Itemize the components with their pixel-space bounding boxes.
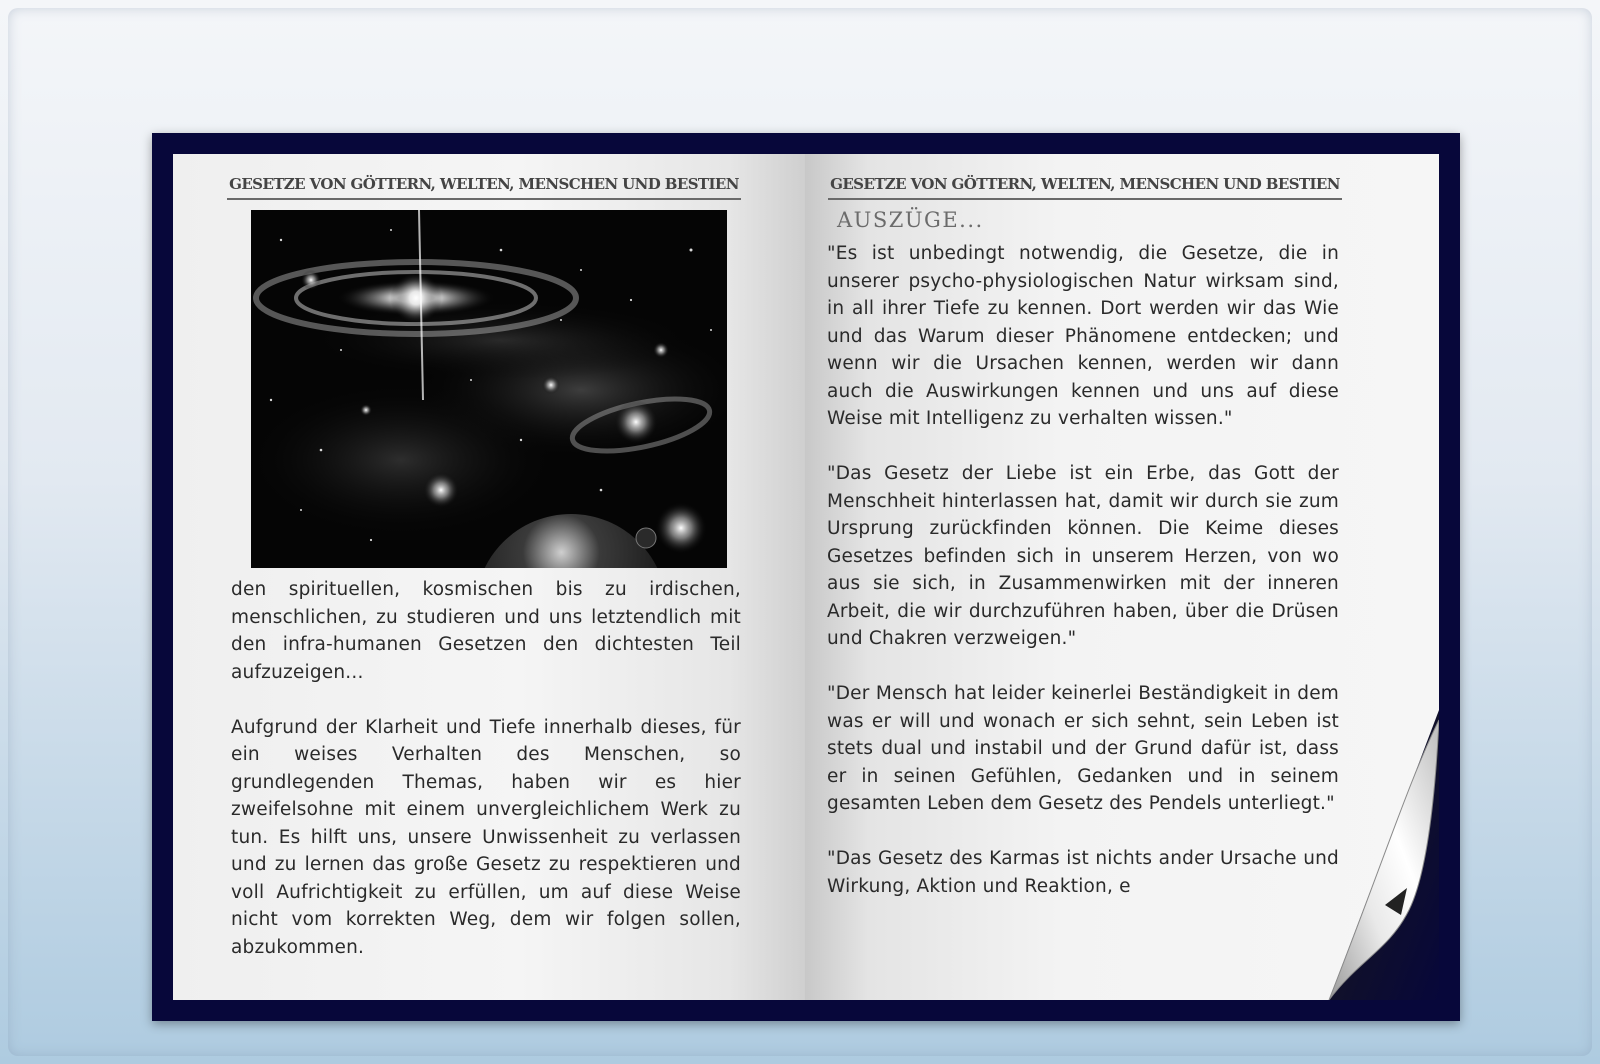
left-running-head: GESETZE VON GÖTTERN, WELTEN, MENSCHEN UND BESTIEN <box>227 174 741 200</box>
right-paragraph-1: "Es ist unbedingt notwendig, die Gesetze, die in unserer psycho-physiologischen Natur wirksam sind, in all ihrer Tiefe zu kennen. Dort werden wir das Wie und das Warum dieser Phänomene entdecken; und wenn wir die Ursachen kennen, werden wir dann auch die Auswirkungen kennen und uns auf diese Weise mit Intelligenz zu verhalten wissen." <box>827 243 1339 429</box>
section-title: AUSZÜGE... <box>837 208 984 232</box>
page-curl-corner[interactable] <box>1289 710 1439 1000</box>
book <box>152 133 1460 1021</box>
left-page-text <box>231 576 741 989</box>
right-paragraph-2: "Das Gesetz der Liebe ist ein Erbe, das Gott der Menschheit hinterlassen hat, damit wir durch sie zum Ursprung zurückfinden können. Die Keime dieses Gesetzes befinden sich in unserem Herzen, von wo aus sie sich, in Zusammenwirken mit der inneren Arbeit, die wir durchzuführen haben, über die Drüsen und Chakren verzweigen." <box>827 463 1339 649</box>
left-page[interactable] <box>173 154 805 1000</box>
right-paragraph-4: "Das Gesetz des Karmas ist nichts ander Ursache und Wirkung, Aktion und Reaktion, e <box>827 848 1339 897</box>
right-page-text <box>827 240 1339 928</box>
right-page[interactable] <box>805 154 1439 1000</box>
right-paragraph-3: "Der Mensch hat leider keinerlei Beständigkeit in dem was er will und wonach er sich sehnt, sein Leben ist stets dual und instabil und der Grund dafür ist, dass er in seinen Gefühlen, Gedanken und in seinem gesamten Leben dem Gesetz des Pendels unterliegt." <box>827 683 1339 814</box>
right-running-head: GESETZE VON GÖTTERN, WELTEN, MENSCHEN UND BESTIEN <box>828 174 1342 200</box>
left-paragraph-2: Aufgrund der Klarheit und Tiefe innerhalb dieses, für ein weises Verhalten des Menschen, so grundlegenden Themas, haben wir es hier zweifelsohne mit einem unvergleichlichem Werk zu tun. Es hilft uns, unsere Unwissenheit zu verlassen und zu lernen das große Gesetz zu respektieren und voll Aufrichtigkeit zu erfüllen, um auf diese Weise nicht vom korrekten Weg, dem wir folgen sollen, abzukommen. <box>231 716 741 958</box>
left-paragraph-1: den spirituellen, kosmischen bis zu irdischen, menschlichen, zu studieren und uns letztendlich mit den infra-humanen Gesetzen den dichtesten Teil aufzuzeigen... <box>231 579 741 683</box>
galaxy-cosmos-image <box>251 210 727 568</box>
